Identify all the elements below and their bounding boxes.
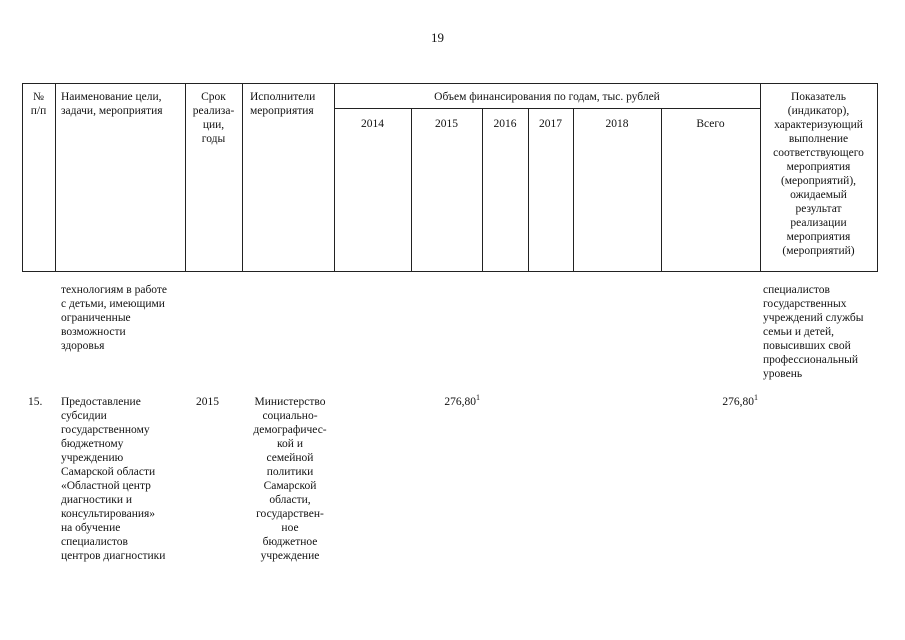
row-amount-total [664,395,758,409]
col-border [877,83,878,272]
header-top-border [22,83,877,84]
row-period: 2015 [196,396,219,408]
row-number: 15. [28,396,43,408]
financing-subheader-line [334,108,760,109]
header-indicator: Показатель (индикатор), характеризующий выполнение соответствующего мероприятия (мероприятий), ожидаемый результат реализации мероприятия (мероприятий) [773,91,864,257]
page-number: 19 [431,30,444,45]
row-name: Предоставление субсидии государственному бюджетному учреждению Самарской области «Областной центр диагностики и консультирования» на обучение специалистов центров диагностики [61,396,166,562]
year-total: Всего [696,118,725,130]
header-financing: Объем финансирования по годам, тыс. рублей [434,91,660,103]
header-number: № п/п [30,91,47,117]
amount-total-value: 276,80 [722,396,754,408]
col-border [482,108,483,272]
continued-row-indicator: специалистов государственных учреждений службы семьи и детей, повысивших свой профессиональный уровень [763,284,864,380]
col-border [661,108,662,272]
col-border [573,108,574,272]
year-2017: 2017 [539,118,562,130]
row-amount-2015 [414,395,480,409]
header-bottom-border [22,271,877,272]
col-border [411,108,412,272]
continued-row-name: технологиям в работе с детьми, имеющими ограниченные возможности здоровья [61,284,168,352]
col-border [55,83,56,272]
header-period: Срок реализа- ции, годы [192,91,235,145]
col-border [334,83,335,272]
col-border [528,108,529,272]
col-border [242,83,243,272]
amount-total-footnote: 1 [754,393,758,403]
year-2018: 2018 [605,118,629,130]
year-2015: 2015 [435,118,458,130]
amount-2015-value: 276,80 [444,396,476,408]
row-executors: Министерство социально- демографичес- кой и семейной политики Самарской области, государствен- ное бюджетное учреждение [253,396,327,562]
year-2014: 2014 [361,118,384,130]
header-name: Наименование цели, задачи, мероприятия [61,91,163,117]
amount-2015-footnote: 1 [476,393,480,403]
year-2016: 2016 [493,118,517,130]
header-executors: Исполнители мероприятия [250,91,316,117]
